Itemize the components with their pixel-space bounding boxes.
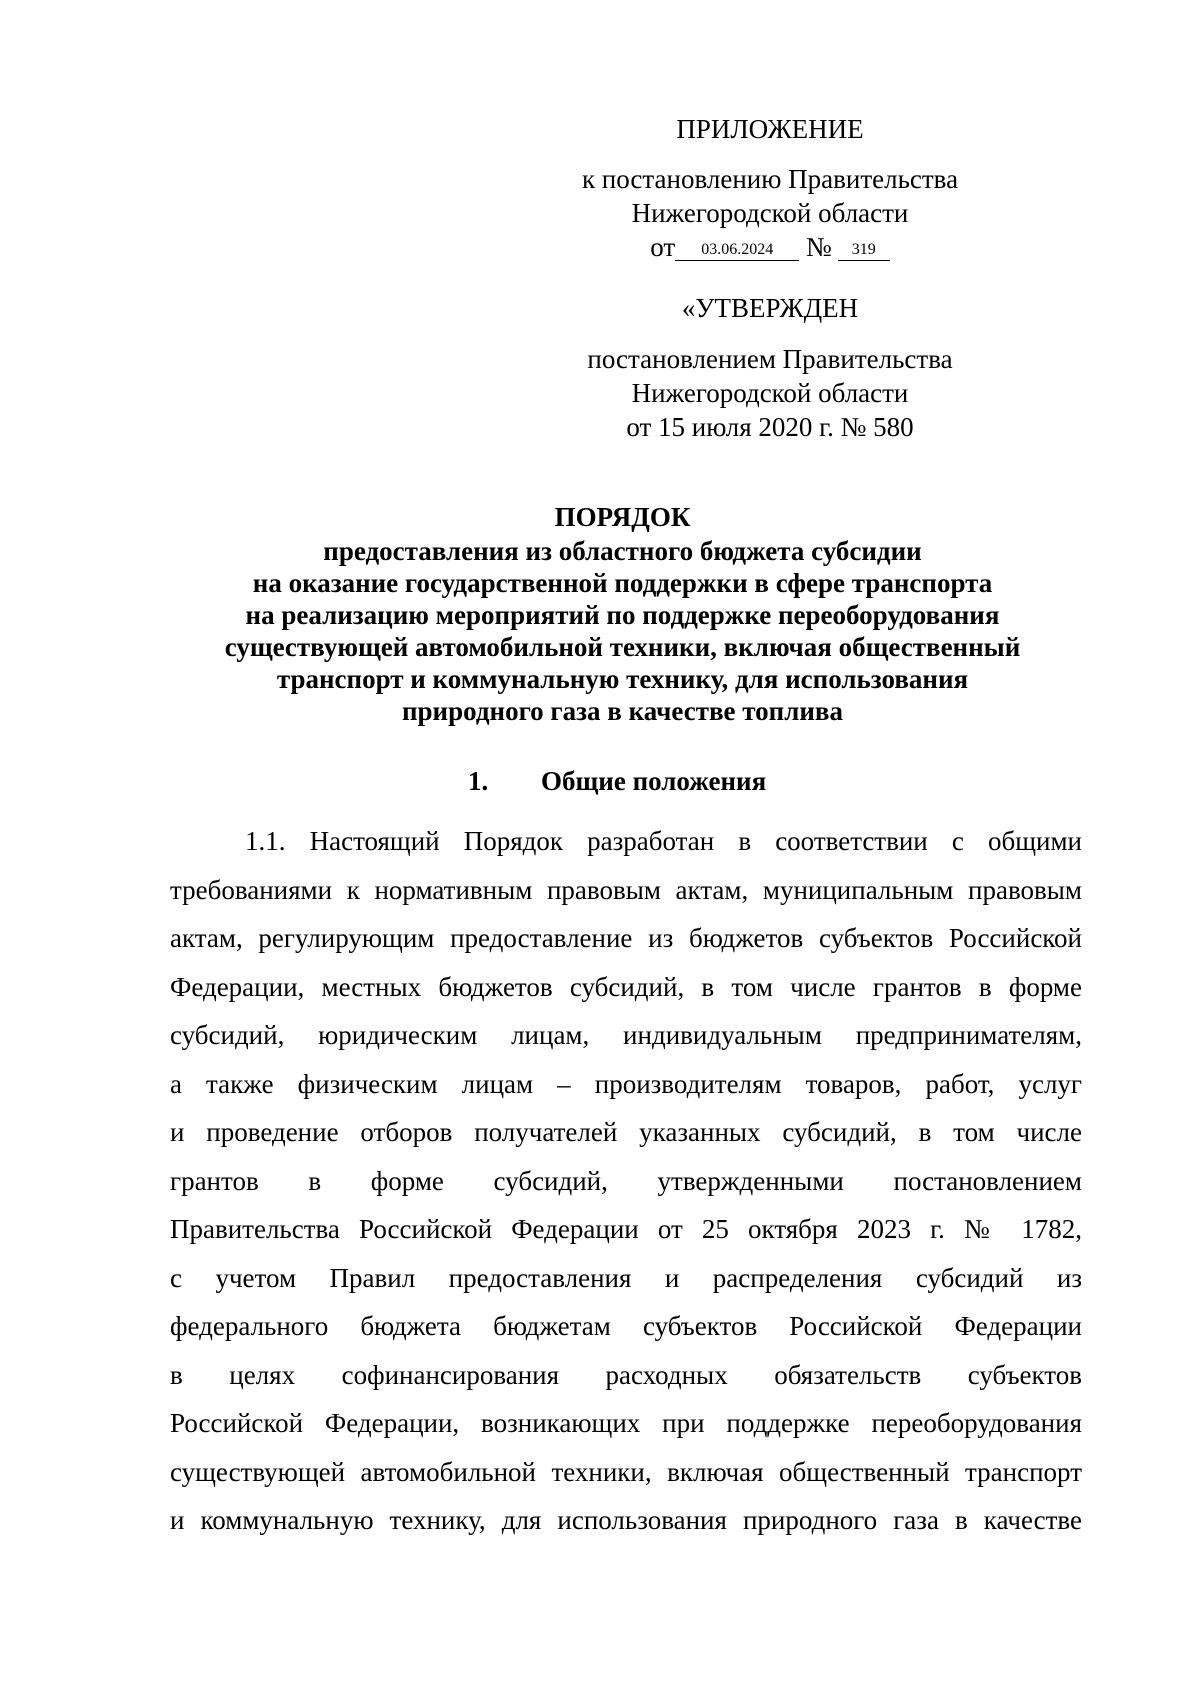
paragraph-1-1	[170, 824, 1082, 1552]
paragraph-line: и коммунальную технику, для использования природного газа в качестве	[170, 1505, 1082, 1535]
date-field: 03.06.2024	[675, 240, 799, 261]
approval-label: «УТВЕРЖДЕН	[681, 293, 859, 323]
paragraph-line: и проведение отборов получателей указанных субсидий, в том числе	[170, 1117, 1082, 1147]
number-sign: №	[805, 232, 832, 262]
approval-reference	[560, 342, 980, 444]
approval-ref-line-2: Нижегородской области	[631, 378, 909, 408]
paragraph-line: с учетом Правил предоставления и распределения субсидий из	[170, 1262, 1082, 1293]
appendix-ref-line-2: Нижегородской области	[631, 198, 909, 228]
number-field: 319	[838, 240, 890, 261]
paragraph-line: субсидий, юридическим лицам, индивидуальным предпринимателям,	[170, 1020, 1082, 1050]
section-number: 1.	[468, 766, 489, 796]
title-line: природного газа в качестве топлива	[401, 696, 844, 726]
appendix-ref-line-1: к постановлению Правительства	[581, 164, 959, 194]
paragraph-line: Российской Федерации, возникающих при поддержке переоборудования	[170, 1408, 1082, 1438]
approval-ref-line-3: от 15 июля 2020 г. № 580	[626, 412, 914, 442]
approval-ref-line-1: постановлением Правительства	[587, 344, 953, 374]
paragraph-line: требованиями к нормативным правовым актам, муниципальным правовым	[170, 874, 1082, 905]
approval-label-block	[560, 291, 980, 325]
paragraph-line: Федерации, местных бюджетов субсидий, в том числе грантов в форме	[170, 971, 1082, 1002]
date-prefix: от	[650, 232, 676, 262]
document-title	[150, 501, 1095, 727]
paragraph-line: в целях софинансирования расходных обязательств субъектов	[170, 1359, 1082, 1390]
title-line: предоставления из областного бюджета субсидии	[323, 536, 922, 566]
title-line: транспорт и коммунальную технику, для использования	[276, 664, 969, 694]
title-line: на оказание государственной поддержки в сфере транспорта	[252, 568, 993, 598]
title-line: существующей автомобильной техники, включая общественный	[224, 632, 1021, 662]
appendix-label-block	[560, 112, 980, 146]
section-title: Общие положения	[541, 766, 767, 796]
paragraph-line: а также физическим лицам – производителям товаров, работ, услуг	[170, 1068, 1082, 1099]
paragraph-line: Правительства Российской Федерации от 25 октября 2023 г. № 1782,	[170, 1214, 1082, 1244]
title-line: на реализацию мероприятий по поддержке переоборудования	[245, 600, 1000, 630]
title-main: ПОРЯДОК	[554, 502, 691, 532]
paragraph-line: существующей автомобильной техники, включая общественный транспорт	[170, 1456, 1082, 1487]
paragraph-line: 1.1. Настоящий Порядок разработан в соответствии с общими	[245, 826, 1082, 856]
appendix-label: ПРИЛОЖЕНИЕ	[676, 114, 864, 144]
appendix-reference	[560, 162, 980, 264]
paragraph-line: федерального бюджета бюджетам субъектов Российской Федерации	[170, 1311, 1082, 1341]
appendix-date-line	[560, 230, 980, 264]
paragraph-line: грантов в форме субсидий, утвержденными постановлением	[170, 1165, 1082, 1196]
paragraph-line: актам, регулирующим предоставление из бюджетов субъектов Российской	[170, 923, 1082, 953]
